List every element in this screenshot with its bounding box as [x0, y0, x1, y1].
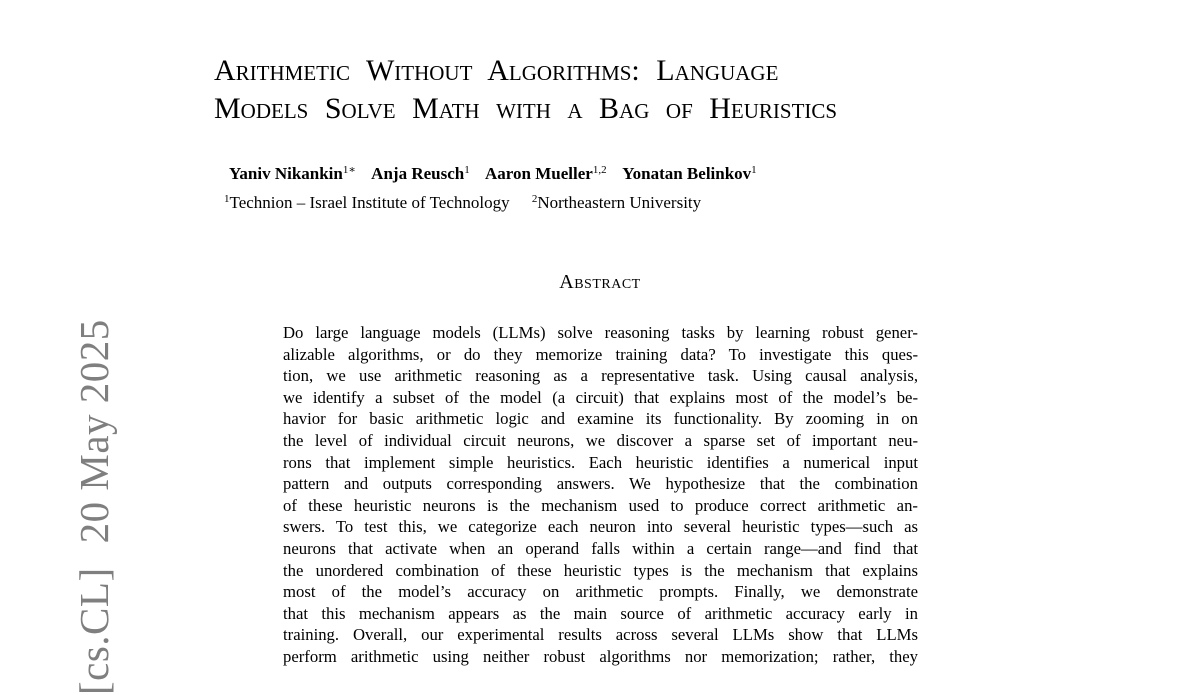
affiliation-name: Technion – Israel Institute of Technology	[229, 193, 510, 212]
arxiv-category: [cs.CL]	[71, 567, 117, 695]
abstract-line: of these heuristic neurons is the mechanism used to produce correct arithmetic an-	[283, 495, 918, 515]
author-affiliation-mark: 1	[751, 164, 757, 176]
abstract-body	[283, 322, 918, 666]
abstract-line: the level of individual circuit neurons, we discover a sparse set of important neu-	[283, 430, 918, 450]
author-name: Anja Reusch	[371, 164, 465, 183]
affiliation	[532, 193, 701, 212]
abstract-line: alizable algorithms, or do they memorize training data? To investigate this ques-	[283, 344, 918, 364]
abstract-line: most of the model’s accuracy on arithmetic prompts. Finally, we demonstrate	[283, 582, 918, 602]
abstract-line: havior for basic arithmetic logic and examine its functionality. By zooming in on	[283, 409, 918, 429]
affiliation-mark: 1	[224, 193, 230, 205]
affiliation-mark: 2	[531, 193, 538, 205]
affiliation-list	[224, 193, 719, 213]
abstract-line: we identify a subset of the model (a circuit) that explains most of the model’s be-	[283, 387, 918, 407]
abstract-line: the unordered combination of these heuristic types is the mechanism that explains	[283, 560, 918, 580]
author-name: Aaron Mueller	[485, 164, 593, 183]
author	[622, 164, 756, 183]
abstract-line: that this mechanism appears as the main source of arithmetic accuracy early in	[283, 603, 918, 623]
author-affiliation-mark: 1,2	[592, 164, 607, 176]
author-affiliation-mark: 1	[464, 164, 470, 176]
abstract-heading: Abstract	[559, 271, 641, 293]
title-line-2: Models Solve Math with a Bag of Heuristics	[214, 92, 838, 125]
abstract-line: perform arithmetic using neither robust algorithms nor memorization; rather, they	[283, 646, 918, 666]
abstract-line: pattern and outputs corresponding answers. We hypothesize that the combination	[283, 474, 918, 494]
author	[371, 164, 470, 183]
abstract-line: training. Overall, our experimental results across several LLMs show that LLMs	[283, 625, 918, 645]
abstract-line: swers. To test this, we categorize each neuron into several heuristic types—such as	[283, 517, 918, 537]
author-affiliation-mark: 1∗	[342, 164, 356, 176]
abstract-line: Do large language models (LLMs) solve reasoning tasks by learning robust gener-	[283, 323, 918, 342]
author-name: Yaniv Nikankin	[229, 164, 343, 183]
affiliation	[224, 193, 510, 212]
abstract-line: tion, we use arithmetic reasoning as a representative task. Using causal analysis,	[283, 366, 918, 386]
author	[229, 164, 356, 183]
arxiv-date: 20 May 2025	[71, 319, 117, 544]
affiliation-name: Northeastern University	[537, 193, 702, 212]
title-line-1: Arithmetic Without Algorithms: Language	[214, 54, 779, 87]
author-list	[229, 164, 769, 184]
author-name: Yonatan Belinkov	[622, 164, 752, 183]
paper-title	[214, 52, 1014, 128]
abstract-line: rons that implement simple heuristics. Each heuristic identifies a numerical input	[283, 452, 918, 472]
abstract-line: neurons that activate when an operand falls within a certain range—and find that	[283, 538, 918, 558]
arxiv-side-stamp	[28, 300, 117, 695]
author	[485, 164, 607, 183]
